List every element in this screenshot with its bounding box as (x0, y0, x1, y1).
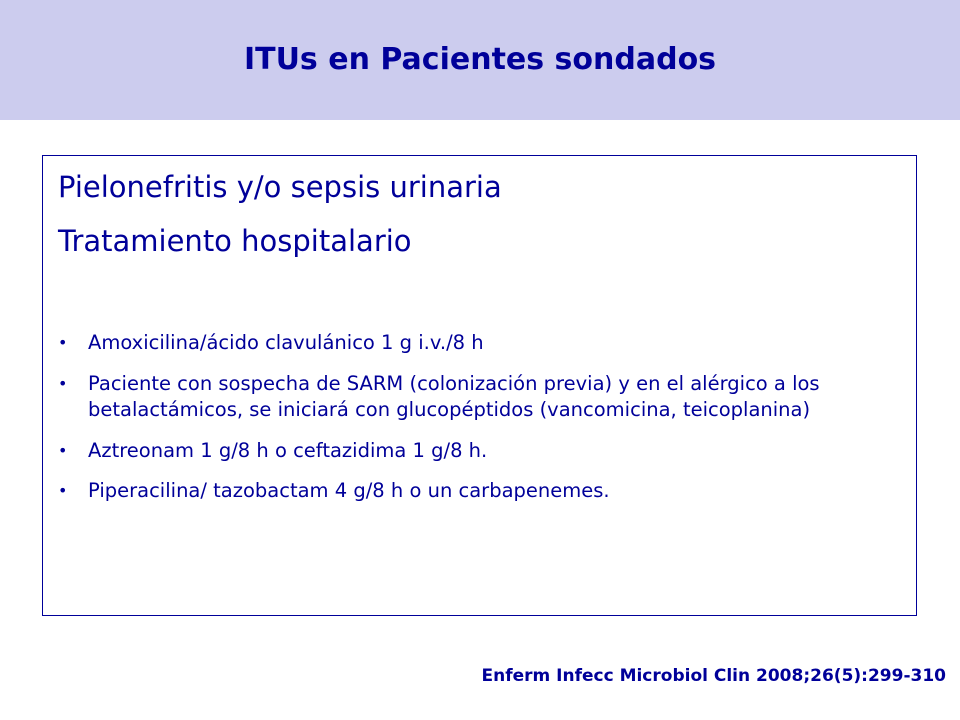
bullet-item-3 (58, 438, 898, 465)
bullet-text: Aztreonam 1 g/8 h o ceftazidima 1 g/8 h. (88, 438, 488, 462)
bullet-list (58, 330, 898, 519)
bullet-icon: • (58, 373, 68, 393)
reference-citation: Enferm Infecc Microbiol Clin 2008;26(5):299-310 (481, 666, 946, 686)
slide-title: ITUs en Pacientes sondados (243, 42, 717, 77)
heading-line-2: Tratamiento hospitalario (58, 224, 412, 258)
bullet-icon: • (58, 440, 68, 460)
heading-line-1: Pielonefritis y/o sepsis urinaria (58, 170, 502, 204)
bullet-text: Piperacilina/ tazobactam 4 g/8 h o un carbapenemes. (88, 479, 610, 502)
bullet-item-1 (58, 330, 898, 357)
bullet-item-2 (58, 371, 898, 424)
bullet-text: Amoxicilina/ácido clavulánico 1 g i.v./8 h (88, 331, 484, 354)
bullet-icon: • (58, 333, 68, 352)
bullet-text: Paciente con sospecha de SARM (colonización previa) y en el alérgico a los betalactámicos, se iniciará con glucopéptidos (vancomicina, teicoplanina) (88, 371, 820, 421)
bullet-item-4 (58, 478, 898, 505)
content-box (42, 155, 917, 616)
bullet-icon: • (58, 481, 68, 500)
